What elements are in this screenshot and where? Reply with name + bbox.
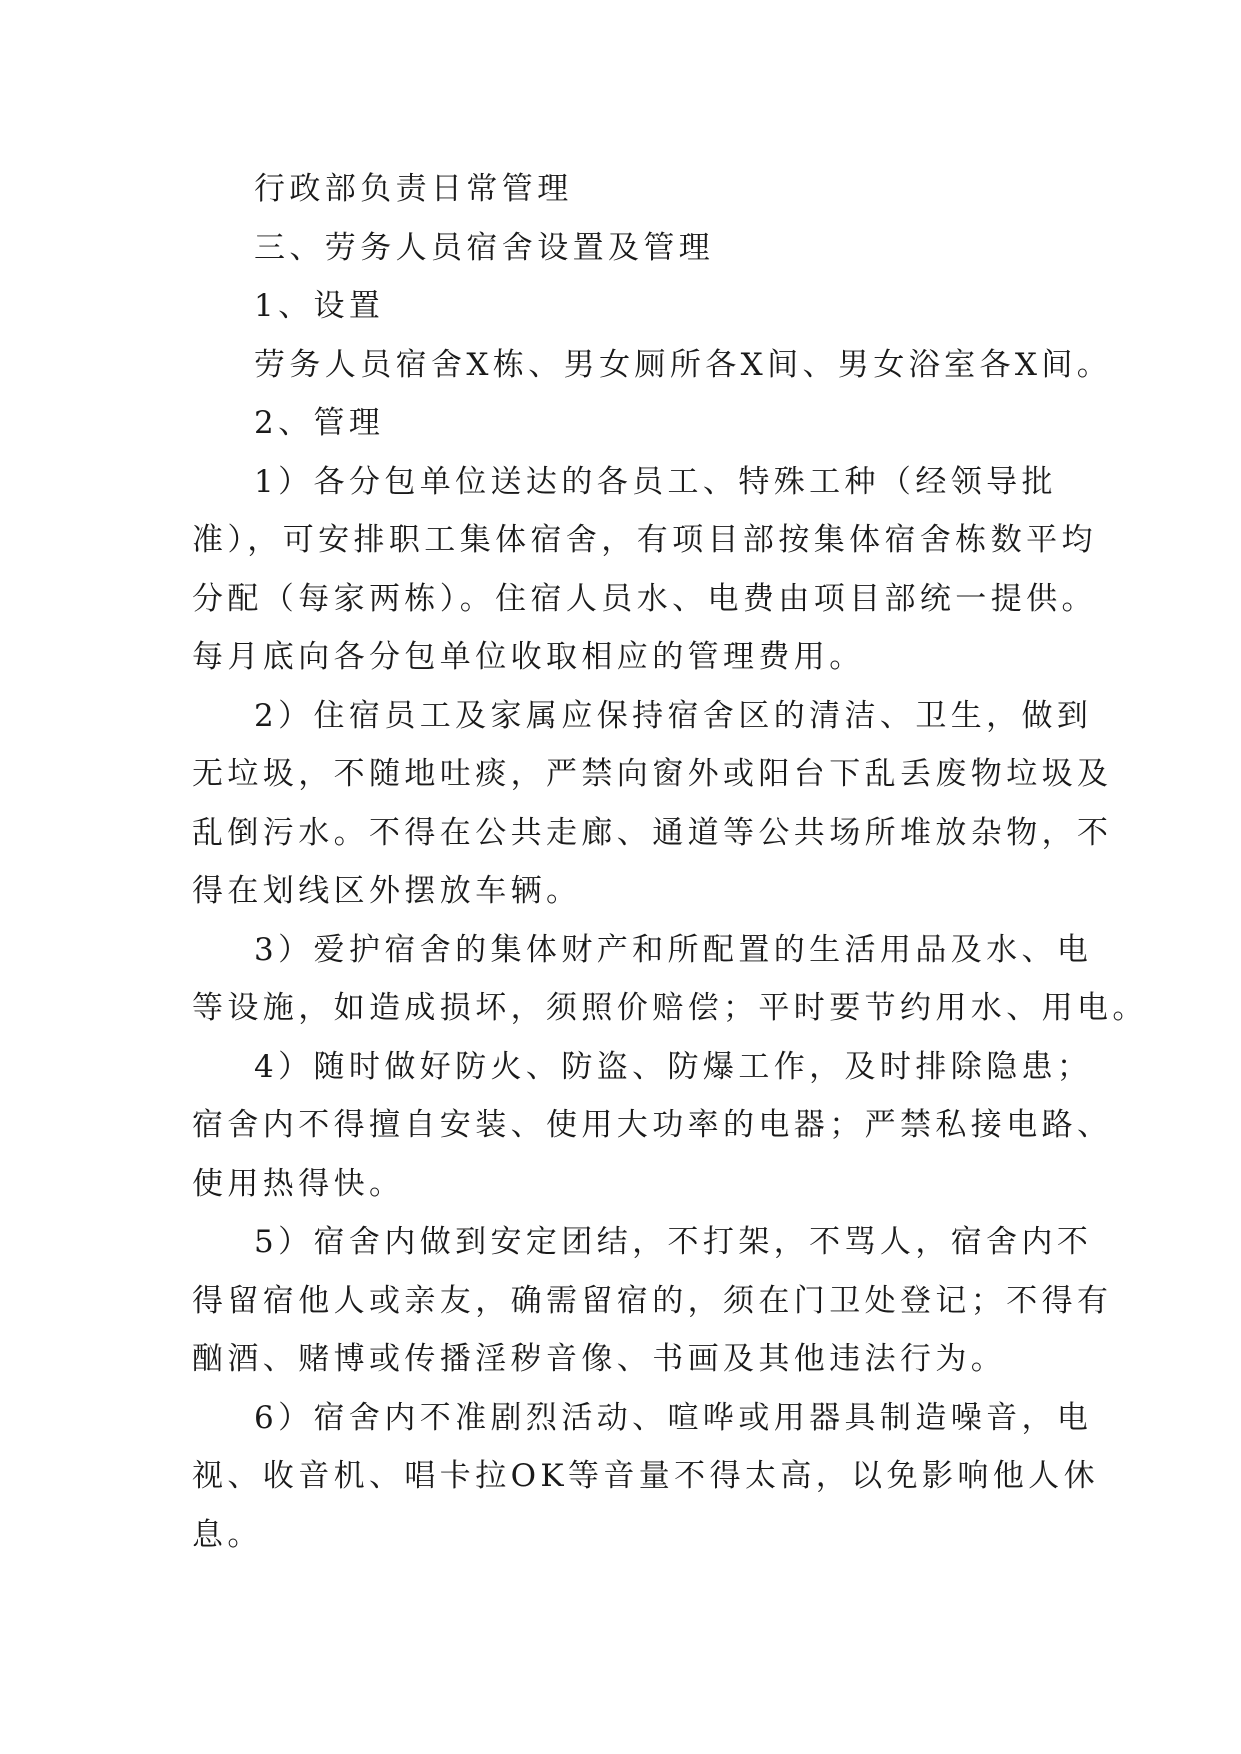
paragraph-line: 每月底向各分包单位收取相应的管理费用。 (192, 639, 865, 675)
paragraph-line: 行政部负责日常管理 (254, 171, 573, 207)
paragraph-line: 得留宿他人或亲友，确需留宿的，须在门卫处登记；不得有 (192, 1282, 1113, 1319)
rule-item-3 (192, 921, 1148, 1038)
paragraph-line: 1）各分包单位送达的各员工、特殊工种（经领导批 (254, 463, 1057, 500)
document-body (192, 160, 1148, 1564)
paragraph-line: 等设施，如造成损坏，须照价赔偿；平时要节约用水、用电。 (192, 990, 1148, 1026)
paragraph-line: 6）宿舍内不准剧烈活动、喧哗或用器具制造噪音，电 (254, 1399, 1093, 1436)
paragraph-line: 5）宿舍内做到安定团结，不打架，不骂人，宿舍内不 (254, 1224, 1093, 1260)
section-heading-dormitory (192, 219, 1052, 278)
paragraph-setup-detail (192, 336, 1113, 395)
paragraph-line: 视、收音机、唱卡拉OK等音量不得太高，以免影响他人休 (192, 1458, 1099, 1494)
paragraph-line: 1、设置 (254, 288, 385, 324)
paragraph-admin-responsibility (192, 160, 1052, 219)
paragraph-line: 酗酒、赌博或传播淫秽音像、书画及其他违法行为。 (192, 1341, 1007, 1377)
paragraph-line: 宿舍内不得擅自安装、使用大功率的电器；严禁私接电路、 (192, 1107, 1113, 1143)
paragraph-line: 劳务人员宿舍X栋、男女厕所各X间、男女浴室各X间。 (254, 346, 1113, 383)
paragraph-line: 4）随时做好防火、防盗、防爆工作，及时排除隐患； (254, 1048, 1093, 1085)
paragraph-line: 三、劳务人员宿舍设置及管理 (254, 229, 715, 266)
paragraph-line: 2）住宿员工及家属应保持宿舍区的清洁、卫生，做到 (254, 697, 1093, 734)
rule-item-4 (192, 1038, 1113, 1214)
rule-item-1 (192, 453, 1097, 687)
subheading-management (192, 394, 1052, 453)
paragraph-line: 3）爱护宿舍的集体财产和所配置的生活用品及水、电 (254, 931, 1093, 968)
paragraph-line: 2、管理 (254, 405, 385, 441)
paragraph-line: 乱倒污水。不得在公共走廊、通道等公共场所堆放杂物，不 (192, 814, 1113, 851)
subheading-setup (192, 277, 1052, 336)
paragraph-line: 分配（每家两栋）。住宿人员水、电费由项目部统一提供。 (192, 580, 1097, 617)
rule-item-2 (192, 687, 1113, 921)
paragraph-line: 使用热得快。 (192, 1165, 405, 1202)
rule-item-5 (192, 1213, 1113, 1389)
paragraph-line: 准），可安排职工集体宿舍，有项目部按集体宿舍栋数平均 (192, 522, 1097, 558)
paragraph-line: 得在划线区外摆放车辆。 (192, 873, 582, 909)
paragraph-line: 无垃圾，不随地吐痰，严禁向窗外或阳台下乱丢废物垃圾及 (192, 756, 1113, 792)
rule-item-6 (192, 1389, 1099, 1565)
paragraph-line: 息。 (192, 1516, 263, 1553)
